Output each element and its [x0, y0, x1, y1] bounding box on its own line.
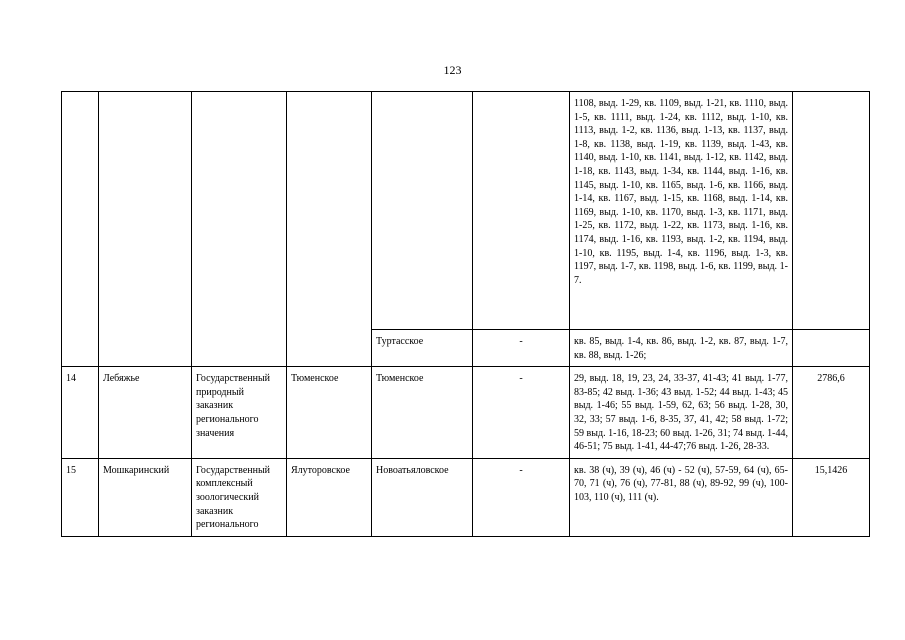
cell-district	[287, 92, 372, 367]
cell-dash: -	[473, 330, 570, 367]
cell-type: Государственный комплексный зоологический заказник регионального	[192, 458, 287, 536]
cell-name	[99, 92, 192, 367]
table-row	[62, 367, 870, 459]
cell-name: Мошкаринский	[99, 458, 192, 536]
cell-num: 14	[62, 367, 99, 459]
page-number: 123	[443, 63, 462, 77]
cell-settlement: Туртасское	[372, 330, 473, 367]
cell-area	[793, 92, 870, 330]
cell-dash: -	[473, 458, 570, 536]
cell-district: Тюменское	[287, 367, 372, 459]
cell-area	[793, 330, 870, 367]
cell-type: Государственный природный заказник регионального значения	[192, 367, 287, 459]
cell-parcels: 29, выд. 18, 19, 23, 24, 33-37, 41-43; 41 выд. 1-77, 83-85; 42 выд. 1-36; 43 выд. 1-52; 44 выд. 1-43; 45 выд. 1-46; 55 выд. 1-59, 62, 63; 56 выд. 1-28, 30, 32, 33; 57 выд. 1-6, 8-35, 37, 41, 42; 58 выд. 1-72; 59 выд. 1-16, 18-23; 60 выд. 1-26, 31; 74 выд. 1-44, 46-51; 75 выд. 1-41, 44-47;76 выд. 1-26, 28-33.	[570, 367, 793, 459]
cell-parcels: 1108, выд. 1-29, кв. 1109, выд. 1-21, кв. 1110, выд. 1-5, кв. 1111, выд. 1-24, кв. 1112, выд. 1-10, кв. 1113, выд. 1-2, кв. 1136, выд. 1-13, кв. 1137, выд. 1-8, кв. 1138, выд. 1-19, кв. 1139, выд. 1-43, кв. 1140, выд. 1-10, кв. 1141, выд. 1-12, кв. 1142, выд. 1-18, кв. 1143, выд. 1-34, кв. 1144, выд. 1-16, кв. 1145, выд. 1-10, кв. 1165, выд. 1-6, кв. 1166, выд. 1-14, кв. 1167, выд. 1-15, кв. 1168, выд. 1-14, кв. 1169, выд. 1-10, кв. 1170, выд. 1-3, кв. 1171, выд. 1-25, кв. 1172, выд. 1-22, кв. 1173, выд. 1-16, кв. 1174, выд. 1-16, кв. 1193, выд. 1-2, кв. 1194, выд. 1-10, кв. 1195, выд. 1-4, кв. 1196, выд. 1-3, кв. 1197, выд. 1-7, кв. 1198, выд. 1-6, кв. 1199, выд. 1-7.	[570, 92, 793, 330]
cell-area: 2786,6	[793, 367, 870, 459]
cell-settlement	[372, 92, 473, 330]
cell-num: 15	[62, 458, 99, 536]
cell-area: 15,1426	[793, 458, 870, 536]
cell-district: Ялуторовское	[287, 458, 372, 536]
table-row	[62, 92, 870, 330]
cell-parcels: кв. 38 (ч), 39 (ч), 46 (ч) - 52 (ч), 57-59, 64 (ч), 65-70, 71 (ч), 76 (ч), 77-81, 88 (ч), 89-92, 99 (ч), 100-103, 110 (ч), 111 (ч).	[570, 458, 793, 536]
cell-dash	[473, 92, 570, 330]
cell-dash: -	[473, 367, 570, 459]
cell-name: Лебяжье	[99, 367, 192, 459]
table-row	[62, 458, 870, 536]
cell-settlement: Тюменское	[372, 367, 473, 459]
cell-settlement: Новоатьяловское	[372, 458, 473, 536]
cell-num	[62, 92, 99, 367]
cell-type	[192, 92, 287, 367]
cell-parcels: кв. 85, выд. 1-4, кв. 86, выд. 1-2, кв. 87, выд. 1-7, кв. 88, выд. 1-26;	[570, 330, 793, 367]
reserves-table	[61, 91, 870, 537]
